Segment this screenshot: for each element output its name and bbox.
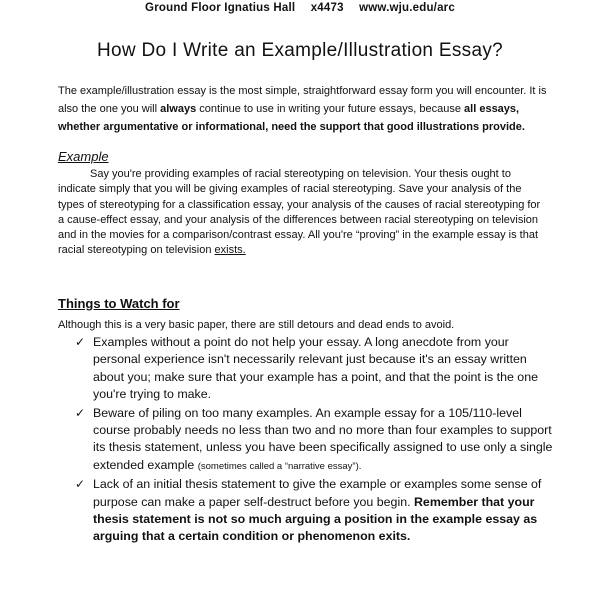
header-location: Ground Floor Ignatius Hall [145,2,296,14]
example-text: Say you're providing examples of racial stereotyping on television. Your thesis ought to indicate simply that you will be giving examples of racial stereotyping. Save your analysis of the types of stereotyping for a classification essay, your analysis of the causes of racial stereotyping for a cause-effect essay, and your analysis of the differences between racial stereotyping on television and in the movies for a comparison/contrast essay. All you're “proving” in the example essay is that racial stereotyping on television [58,168,541,257]
page-title: How Do I Write an Example/Illustration Essay? [97,40,503,61]
example-underlined-word: exists. [214,244,246,257]
intro-paragraph [58,82,548,136]
intro-text-2: continue to use in writing your future essays, because [196,103,465,115]
intro-bold-1: always [160,103,197,115]
things-intro: Although this is a very basic paper, there are still detours and dead ends to avoid. [58,319,455,331]
things-heading: Things to Watch for [58,296,180,311]
list-item [75,334,555,404]
intro-bold-2: all essays, whether argumentative or informational, need the support that good illustrations provide. [58,103,525,133]
example-paragraph [58,167,548,259]
checkmark-icon: ✓ [75,477,86,492]
example-heading: Example [58,149,109,164]
bullet-text: Lack of an initial thesis statement to give the example or examples some sense of purpose can make a paper self-destruct before you begin. [93,477,542,509]
list-item [75,476,555,546]
tips-list [75,334,555,547]
bullet-text: Examples without a point do not help your essay. A long anecdote from your personal experience isn't necessarily relevant just because it's an essay written about you; make sure that your example has a point, and that the point is the one you're trying to make. [93,335,538,402]
bullet-small-text: (sometimes called a “narrative essay”). [197,460,362,472]
list-item [75,405,555,476]
checkmark-icon: ✓ [75,335,86,349]
header-contact-line [0,2,600,14]
checkmark-icon: ✓ [75,405,86,420]
intro-text-1: The example/illustration essay is the most simple, straightforward essay form you will encounter. It is also the one you will [58,85,547,115]
bullet-text: Beware of piling on too many examples. An example essay for a 105/110-level course probably needs no less than two and no more than four examples to support its thesis statement, unless you have been specifically assigned to use only a single extended example [93,405,553,472]
bullet-bold-text: Remember that your thesis statement is not so much arguing a position in the example essay as arguing that a certain condition or phenomenon exits. [93,494,538,544]
header-extension: x4473 [310,2,344,14]
header-url: www.wju.edu/arc [359,2,455,14]
